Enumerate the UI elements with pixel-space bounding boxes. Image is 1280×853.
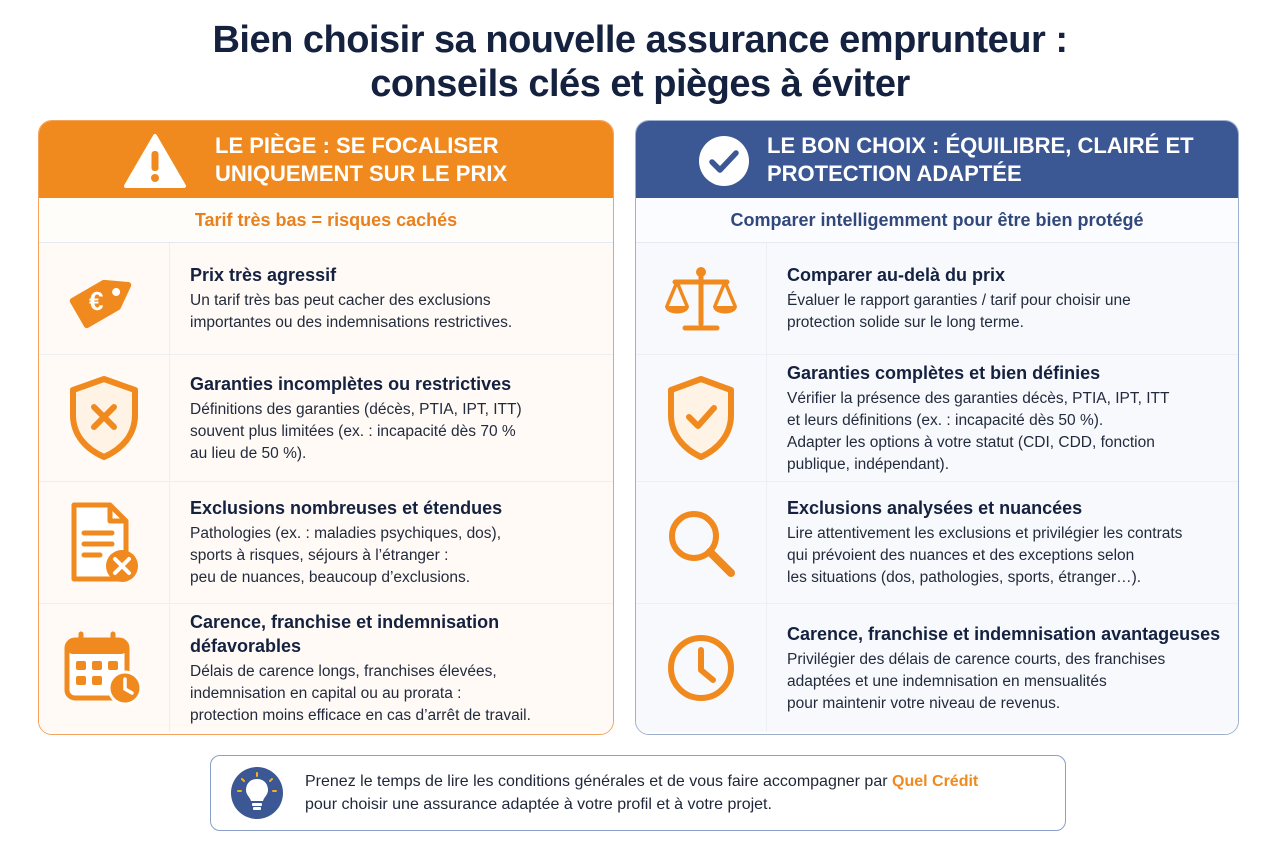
good-row-title: Comparer au-delà du prix (787, 265, 1006, 285)
good-row-body: Privilégier des délais de carence courts, des franchises adaptées et une indemnisation en mensualités pour maintenir votre niveau de revenus. (787, 650, 1166, 712)
good-row-body: Lire attentivement les exclusions et privilégier les contrats qui prévoient des nuances et des exceptions selon les situations (dos, pathologies, sports, étranger…). (787, 525, 1183, 586)
trap-row-guarantees (39, 355, 613, 482)
trap-row-title: Exclusions nombreuses et étendues (190, 498, 503, 518)
trap-title-line-2: UNIQUEMENT SUR LE PRIX (215, 160, 508, 186)
document-x-icon (64, 499, 144, 587)
good-choice-title-line-2: PROTECTION ADAPTÉE (767, 160, 1022, 186)
balance-scale-icon (661, 262, 741, 336)
advice-text (305, 770, 978, 816)
page-title (0, 18, 1280, 106)
good-row-waiting-period (636, 604, 1238, 732)
title-line-2: conseils clés et pièges à éviter (370, 63, 910, 105)
check-circle-icon (698, 135, 750, 187)
trap-row-exclusions (39, 482, 613, 604)
good-row-exclusions (636, 482, 1238, 604)
trap-row-title: Carence, franchise et indemnisation défavorables (190, 611, 500, 656)
trap-row-body: Délais de carence longs, franchises élevées, indemnisation en capital ou au prorata : protection moins efficace en cas d’arrêt de travail. (190, 662, 531, 724)
good-row-body: Évaluer le rapport garanties / tarif pour choisir une protection solide sur le long terme. (787, 292, 1131, 331)
good-row-guarantees (636, 355, 1238, 482)
magnifier-icon (663, 505, 739, 581)
euro-price-tag-icon (62, 263, 146, 335)
good-choice-panel (635, 120, 1239, 735)
good-choice-subheader: Comparer intelligemment pour être bien protégé (636, 198, 1238, 243)
advice-box (210, 755, 1066, 831)
trap-row-title: Garanties incomplètes ou restrictives (190, 373, 512, 394)
clock-icon (663, 630, 739, 706)
good-choice-panel-title (767, 132, 1194, 188)
good-row-title: Garanties complètes et bien définies (787, 362, 1101, 383)
trap-panel (38, 120, 614, 735)
brand-name: Quel Crédit (892, 773, 979, 790)
trap-row-body: Un tarif très bas peut cacher des exclusions importantes ou des indemnisations restrictives. (190, 292, 513, 331)
trap-row-body: Pathologies (ex. : maladies psychiques, dos), sports à risques, séjours à l’étranger : peu de nuances, beaucoup d’exclusions. (190, 525, 502, 586)
trap-row-title: Prix très agressif (190, 265, 337, 285)
calendar-clock-icon (61, 628, 147, 708)
shield-x-icon (65, 373, 143, 463)
trap-title-line-1: LE PIÈGE : SE FOCALISER (215, 132, 499, 158)
warning-triangle-icon (123, 133, 187, 189)
svg-text:€: € (89, 285, 104, 316)
trap-row-price (39, 243, 613, 355)
title-line-1: Bien choisir sa nouvelle assurance emprunteur : (212, 19, 1068, 61)
lightbulb-icon (231, 767, 283, 819)
trap-row-body: Définitions des garanties (décès, PTIA, IPT, ITT) souvent plus limitées (ex. : incapacité dès 70 % au lieu de 50 %). (190, 400, 522, 462)
good-row-title: Exclusions analysées et nuancées (787, 498, 1083, 518)
good-row-title: Carence, franchise et indemnisation avantageuses (787, 623, 1221, 644)
good-row-compare (636, 243, 1238, 355)
good-choice-title-line-1: LE BON CHOIX : ÉQUILIBRE, CLAIRÉ ET (767, 132, 1194, 158)
trap-panel-title (215, 132, 507, 188)
good-row-body: Vérifier la présence des garanties décès, PTIA, IPT, ITT et leurs définitions (ex. : incapacité dès 50 %). Adapter les options à votre statut (CDI, CDD, fonction publique, indépendant). (787, 389, 1170, 473)
trap-row-waiting-period (39, 604, 613, 732)
trap-panel-header (39, 121, 613, 198)
advice-line-2: pour choisir une assurance adaptée à votre profil et à votre projet. (305, 796, 772, 813)
shield-check-icon (663, 373, 739, 463)
trap-subheader: Tarif très bas = risques cachés (39, 198, 613, 243)
good-choice-panel-header (636, 121, 1238, 198)
advice-line-1: Prenez le temps de lire les conditions générales et de vous faire accompagner par (305, 773, 892, 790)
